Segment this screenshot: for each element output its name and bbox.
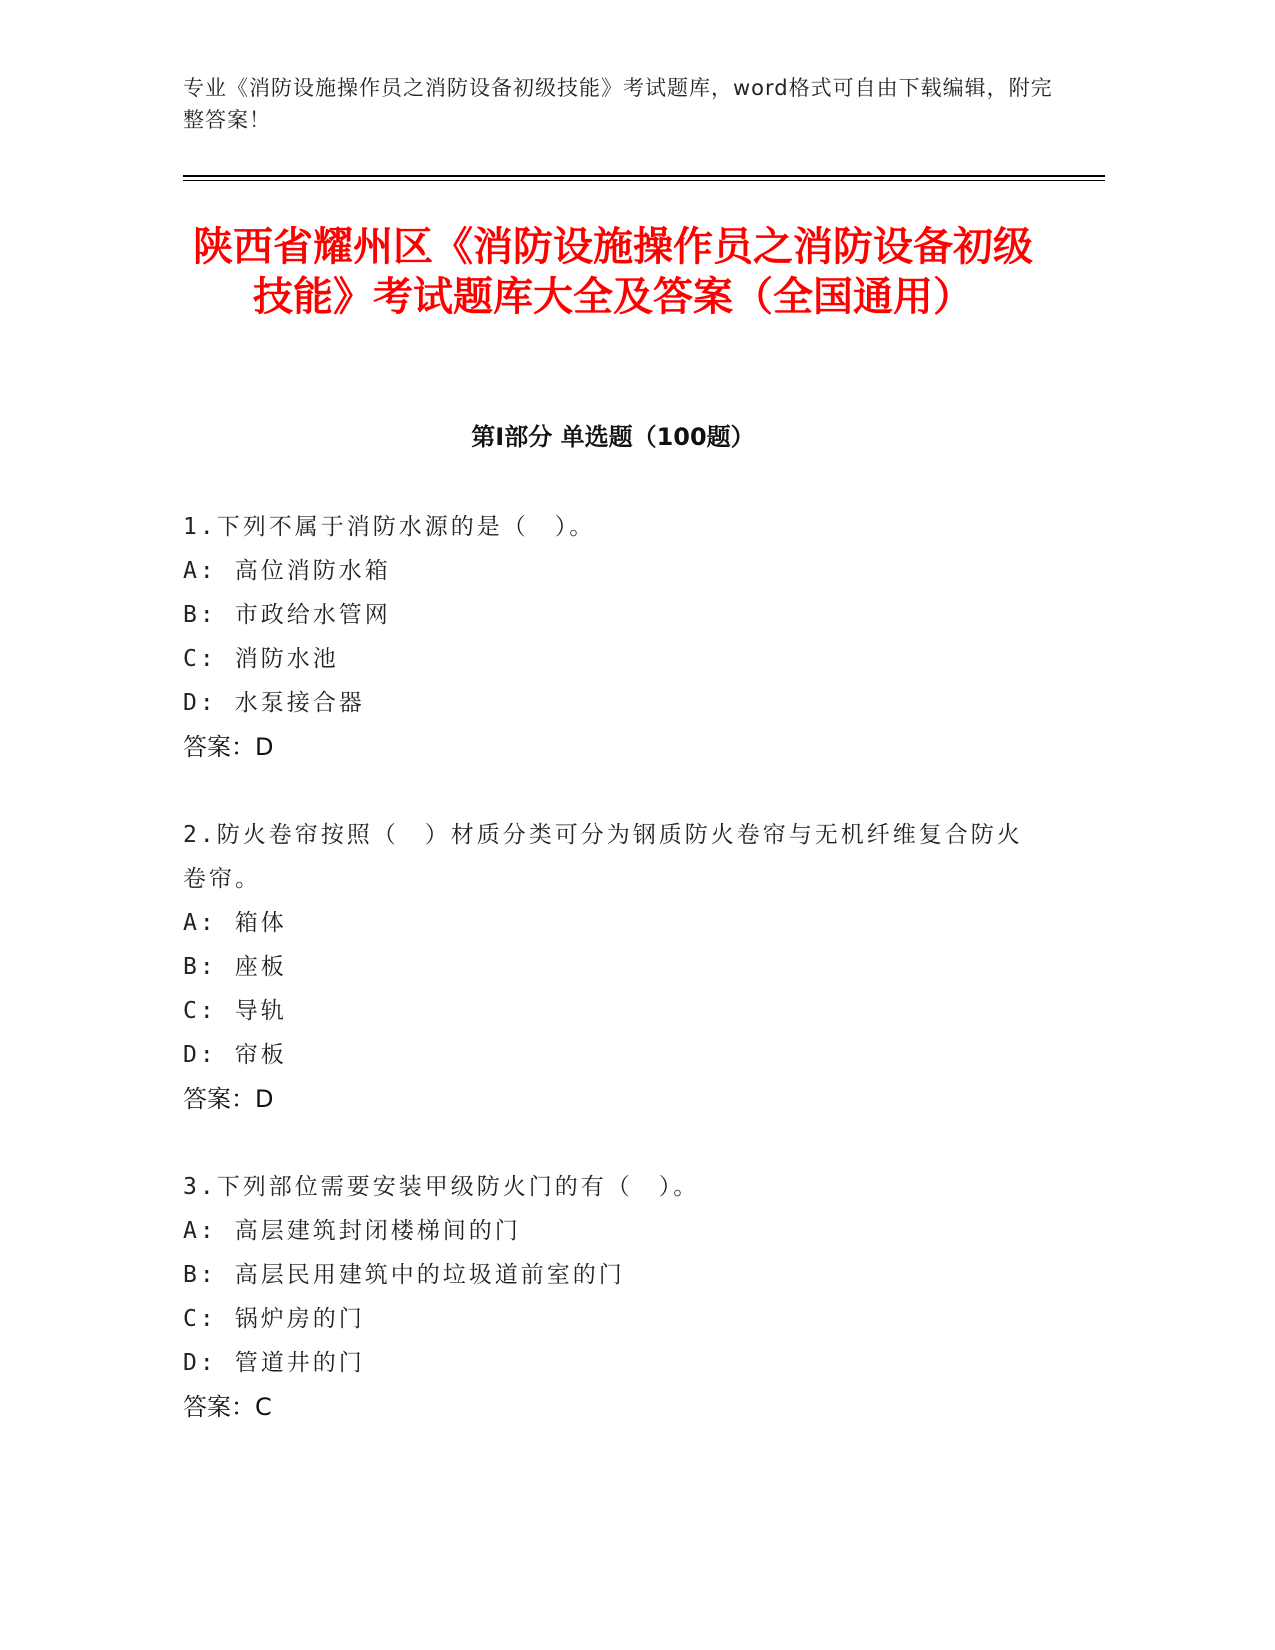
header-divider-thin [183, 180, 1105, 181]
option-a [183, 549, 1023, 593]
document-title: 陕西省耀州区《消防设施操作员之消防设备初级技能》考试题库大全及答案（全国通用） [193, 224, 1033, 320]
option-d [183, 1033, 1023, 1077]
answer-line: 答案：D [183, 1085, 274, 1113]
option-key: D: [183, 690, 217, 716]
option-key: C: [183, 646, 217, 672]
option-a [183, 1209, 1023, 1253]
option-key: C: [183, 1306, 217, 1332]
option-b [183, 593, 1023, 637]
question-stem: 1.下列不属于消防水源的是（ ）。 [183, 514, 596, 540]
option-key: B: [183, 602, 217, 628]
question-3 [183, 1165, 1023, 1429]
option-text: 管道井的门 [234, 1350, 365, 1376]
option-a [183, 901, 1023, 945]
option-text: 导轨 [234, 998, 287, 1024]
option-key: A: [183, 558, 217, 584]
header-divider-thick [183, 175, 1105, 177]
question-list [183, 505, 1023, 1473]
option-text: 座板 [234, 954, 287, 980]
question-2 [183, 813, 1023, 1121]
question-stem: 3.下列部位需要安装甲级防火门的有（ ）。 [183, 1174, 700, 1200]
option-b [183, 1253, 1023, 1297]
option-text: 高层建筑封闭楼梯间的门 [234, 1218, 521, 1244]
option-key: A: [183, 1218, 217, 1244]
answer-line: 答案：D [183, 733, 274, 761]
section-title: 第Ⅰ部分 单选题（100题） [471, 423, 755, 451]
option-key: B: [183, 1262, 217, 1288]
option-key: B: [183, 954, 217, 980]
option-b [183, 945, 1023, 989]
answer-line: 答案：C [183, 1393, 272, 1421]
option-key: C: [183, 998, 217, 1024]
option-key: A: [183, 910, 217, 936]
question-1 [183, 505, 1023, 769]
header-note: 专业《消防设施操作员之消防设备初级技能》考试题库，word格式可自由下载编辑，附完整答案！ [183, 76, 1053, 132]
question-stem: 2.防火卷帘按照（ ）材质分类可分为钢质防火卷帘与无机纤维复合防火卷帘。 [183, 822, 1023, 892]
option-text: 高层民用建筑中的垃圾道前室的门 [234, 1262, 625, 1288]
option-text: 锅炉房的门 [234, 1306, 365, 1332]
option-text: 市政给水管网 [234, 602, 391, 628]
option-d [183, 1341, 1023, 1385]
option-text: 高位消防水箱 [234, 558, 391, 584]
option-key: D: [183, 1350, 217, 1376]
option-text: 帘板 [234, 1042, 287, 1068]
option-key: D: [183, 1042, 217, 1068]
option-c [183, 989, 1023, 1033]
option-c [183, 1297, 1023, 1341]
option-text: 箱体 [234, 910, 287, 936]
option-c [183, 637, 1023, 681]
option-text: 水泵接合器 [234, 690, 365, 716]
option-text: 消防水池 [234, 646, 339, 672]
option-d [183, 681, 1023, 725]
